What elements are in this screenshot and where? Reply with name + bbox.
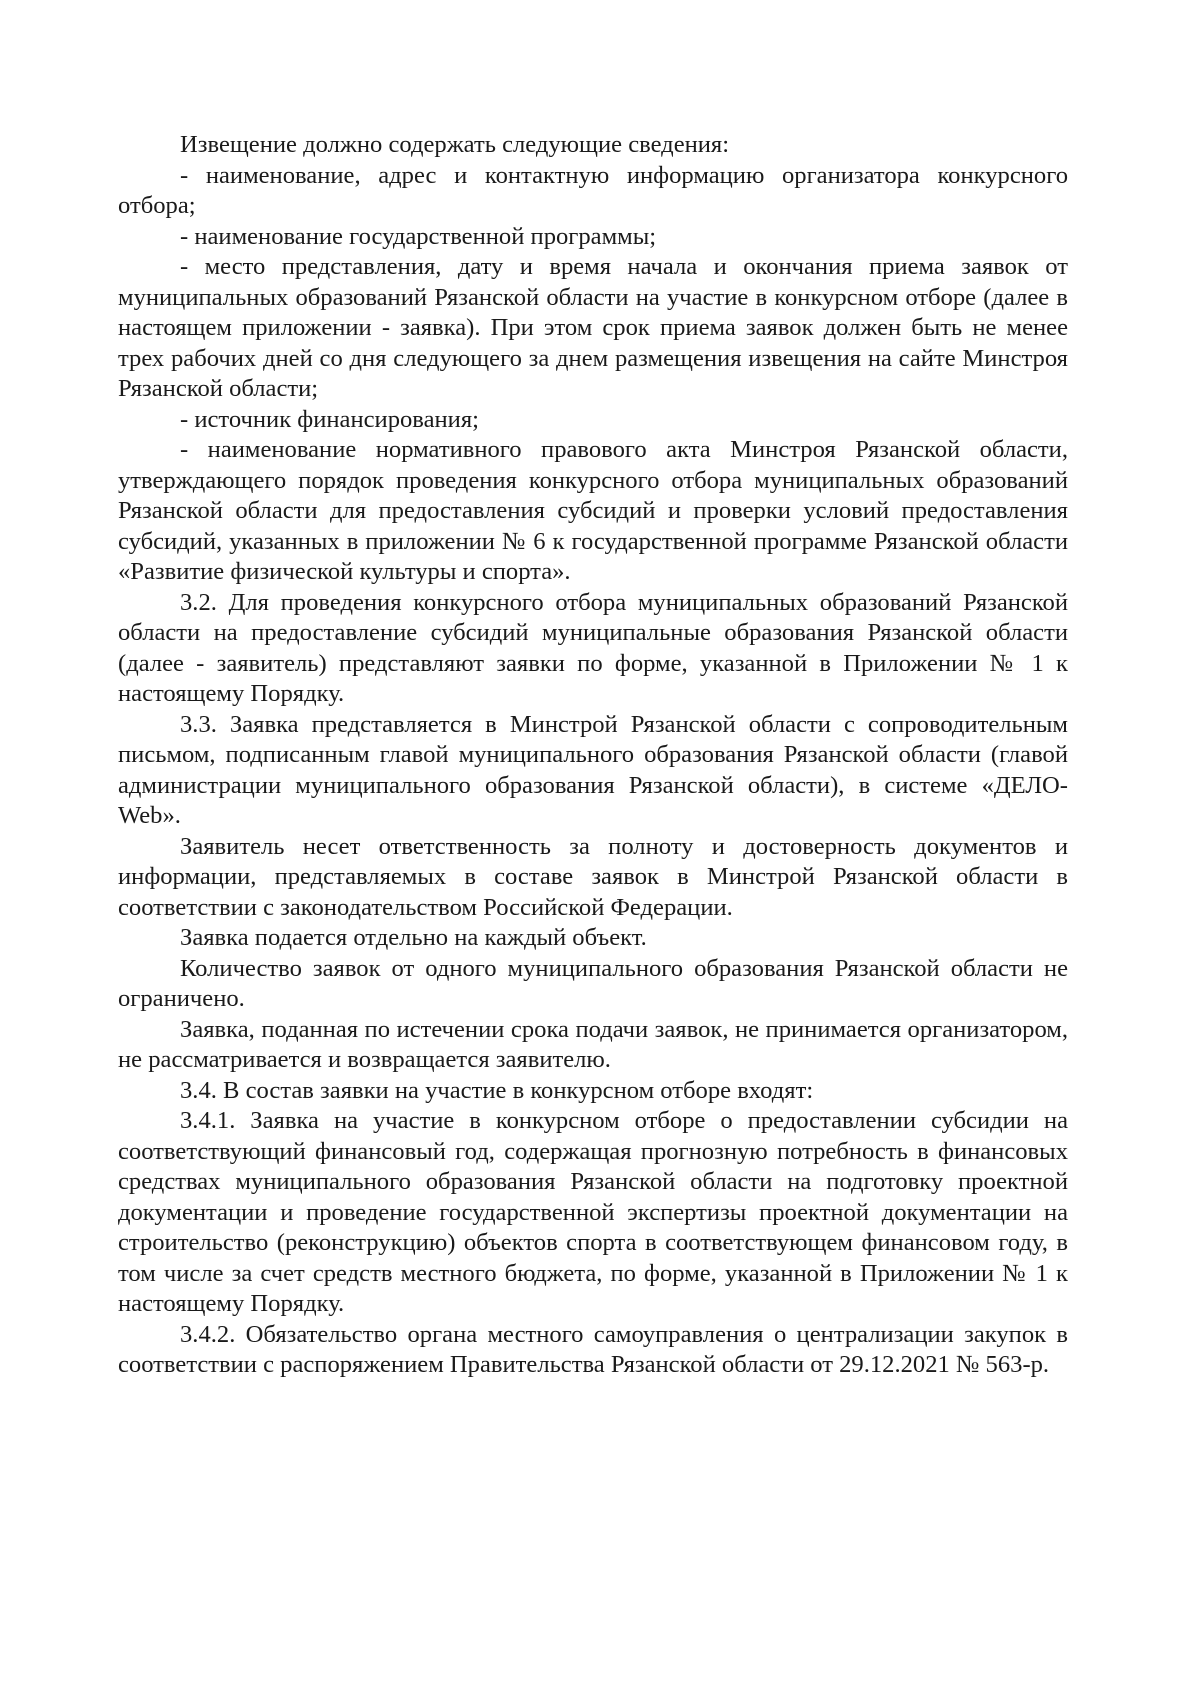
paragraph-application-count: Количество заявок от одного муниципального образования Рязанской области не ограничено. — [118, 954, 1068, 1012]
paragraph-normative-act: - наименование нормативного правового акта Минстроя Рязанской области, утверждающего порядок проведения конкурсного отбора муниципальных образований Рязанской области для предоставления субсидий и проверки условий предоставления субсидий, указанных в приложении № 6 к государственной программе Рязанской области «Развитие физической культуры и спорта». — [118, 436, 1068, 585]
paragraph-section-3-4: 3.4. В состав заявки на участие в конкурсном отборе входят: — [180, 1076, 814, 1104]
paragraph-funding-source: - источник финансирования; — [180, 405, 479, 433]
paragraph-applicant-responsibility: Заявитель несет ответственность за полноту и достоверность документов и информации, представляемых в составе заявок в Минстрой Рязанской области в соответствии с законодательством Российской Федерации. — [118, 832, 1068, 921]
paragraph-per-object: Заявка подается отдельно на каждый объект. — [180, 924, 647, 951]
paragraph-application-dates: - место представления, дату и время начала и окончания приема заявок от муниципальных образований Рязанской области на участие в конкурсном отборе (далее в настоящем приложении - заявка). При этом срок приема заявок должен быть не менее трех рабочих дней со дня следующего за днем размещения извещения на сайте Минстроя Рязанской области; — [118, 253, 1068, 402]
paragraph-section-3-3: 3.3. Заявка представляется в Минстрой Рязанской области с сопроводительным письмом, подписанным главой муниципального образования Рязанской области (главой администрации муниципального образования Рязанской области), в системе «ДЕЛО-Web». — [118, 710, 1068, 829]
paragraph-section-3-4-2: 3.4.2. Обязательство органа местного самоуправления о централизации закупок в соответствии с распоряжением Правительства Рязанской области от 29.12.2021 № 563-р. — [118, 1320, 1068, 1378]
paragraph-section-3-4-1: 3.4.1. Заявка на участие в конкурсном отборе о предоставлении субсидии на соответствующий финансовый год, содержащая прогнозную потребность в финансовых средствах муниципального образования Рязанской области на подготовку проектной документации и проведение государственной экспертизы проектной документации на строительство (реконструкцию) объектов спорта в соответствующем финансовом году, в том числе за счет средств местного бюджета, по форме, указанной в Приложении № 1 к настоящему Порядку. — [118, 1107, 1068, 1317]
paragraph-program-name: - наименование государственной программы; — [180, 222, 657, 250]
paragraph-organizer-info: - наименование, адрес и контактную информацию организатора конкурсного отбора; — [118, 161, 1068, 219]
paragraph-late-application: Заявка, поданная по истечении срока подачи заявок, не принимается организатором, не рассматривается и возвращается заявителю. — [118, 1015, 1068, 1073]
paragraph-section-3-2: 3.2. Для проведения конкурсного отбора муниципальных образований Рязанской области на предоставление субсидий муниципальные образования Рязанской области (далее - заявитель) представляют заявки по форме, указанной в Приложении № 1 к настоящему Порядку. — [118, 588, 1068, 707]
document-body — [118, 130, 1068, 1381]
paragraph-notice-intro: Извещение должно содержать следующие сведения: — [180, 131, 730, 158]
